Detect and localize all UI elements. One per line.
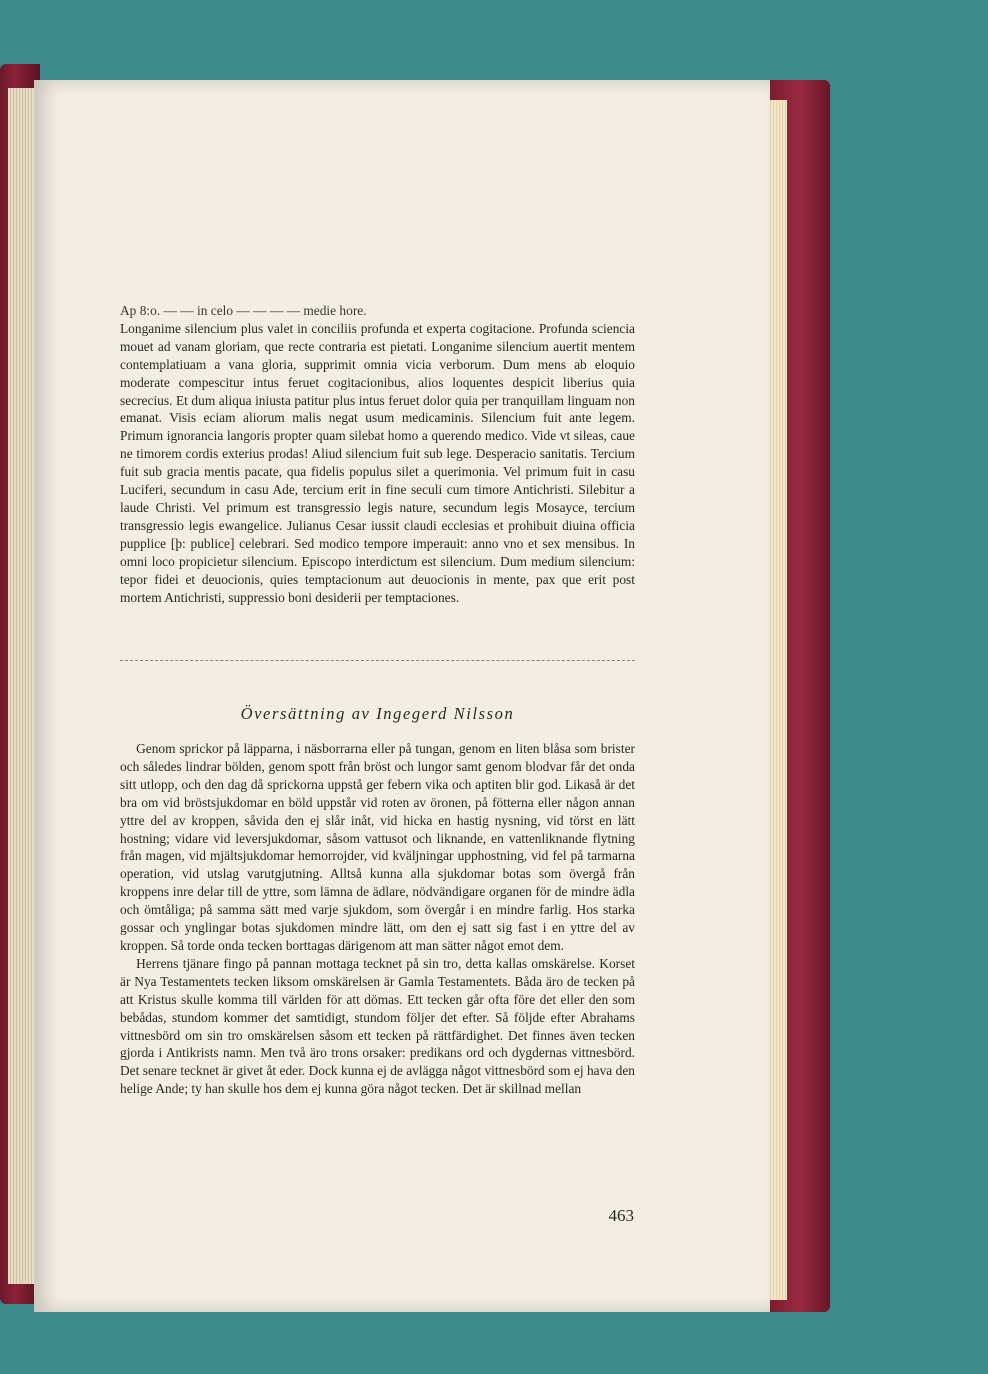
swedish-text-block	[120, 740, 635, 1098]
page-stack-left	[8, 88, 34, 1284]
swedish-paragraph-2: Herrens tjänare fingo på pannan mottaga tecknet på sin tro, detta kallas omskärelse. Korset är Nya Testamentets tecken liksom omskärelsen är Gamla Testamentets. Båda äro de tecken på att Kristus skulle komma till världen för att dömas. Ett tecken går ofta före det eller den som bebådas, stundom kommer det samtidigt, stundom följer det efter. Så följde efter Abrahams vittnesbörd om sin tro omskärelsen såsom ett tecken på rättfärdighet. Det finnes även tecken gjorda i Antikrists namn. Men två äro trons orsaker: predikans ord och dygdernas vittnesbörd. Det senare tecknet är givet åt eder. Dock kunna ej de avlägga något vittnesbörd som ej hava den helige Ande; ty han skulle hos dem ej kunna göra något tecken. Det är skillnad mellan	[120, 955, 635, 1097]
latin-text-block	[120, 302, 635, 606]
reference-line: Ap 8:o. — — in celo — — — — medie hore.	[120, 303, 367, 318]
translation-heading: Översättning av Ingegerd Nilsson	[240, 704, 515, 723]
dashed-divider	[120, 660, 635, 661]
page-number: 463	[608, 1206, 634, 1225]
book-page	[34, 80, 770, 1312]
latin-paragraph: Longanime silencium plus valet in conciliis profunda et experta cogitacione. Profunda sciencia mouet ad vanam gloriam, que recte contraria est pietati. Longanime silencium auertit mentem contemplatiuam a vana gloria, supprimit omnia vicia verborum. Dum mens ab eloquio moderate compescitur intus feruet cogitacionibus, alios loquentes despicit liberius quia secrecius. Et dum aliqua iniusta patitur plus intus feruet dolor quia per tranquillam linguam non emanat. Visis eciam aliorum malis negat usum medicaminis. Silencium fuit ante legem. Primum ignorancia langoris propter quam silebat homo a querendo medico. Vide vt sileas, caue ne timorem cordis exterius prodas! Aliud silencium fuit sub lege. Desperacio sanitatis. Tercium fuit sub gracia mentis pacate, qua fidelis populus silet a querimonia. Vel primum fuit in casu Luciferi, secundum in casu Ade, tercium erit in fine seculi cum timore Antichristi. Silebitur a laude Christi. Vel primum est transgressio legis nature, secundum legis Mosayce, tercium transgressio legis ewangelice. Julianus Cesar iussit claudi ecclesias et prohibuit diuina officia pupplice [ϸ: publice] celebrari. Sed modico tempore imperauit: anno vno et sex mensibus. In omni loco propicietur silencium. Episcopo interdictum est silencium. Dum medium silencium: tepor fidei et deuocionis, quies temptacionum aut deuocionis in mente, pax que erit post mortem Antichristi, suppressio boni desiderii per temptaciones.	[120, 320, 635, 605]
swedish-paragraph-1: Genom sprickor på läpparna, i näsborrarna eller på tungan, genom en liten blåsa som brister och således lindrar bölden, genom spott från bröst och lungor samt genom blodvar får det onda sitt utlopp, och den dag då sprickorna uppstå ger febern vika och aptiten blir god. Likaså är det bra om vid bröstsjukdomar en böld uppstår vid roten av öronen, på fötterna eller någon annan yttre del av kroppen, såvida den ej slår inåt, vid hicka en hastig nysning, vid törst en lätt hostning; vidare vid leversjukdomar, såsom vattusot och liknande, en vattenliknande flytning från magen, vid mjältsjukdomar hemorrojder, vid kväljningar upphostning, vid fel på tarmarna operation, vid utslag varutgjutning. Alltså kunna alla sjukdomar botas som övergå från kroppens inre delar till de yttre, som lämna de ädlare, nödvändigare organen för de mindre ädla och ömtåliga; på samma sätt med varje sjukdom, som övergår i en mindre farlig. Hos starka gossar och ynglingar botas sjukdomen mindre lätt, om den ej satt sig fast i en yttre del av kroppen. Så torde onda tecken borttagas därigenom att man sätter något emot dem.	[120, 741, 635, 953]
